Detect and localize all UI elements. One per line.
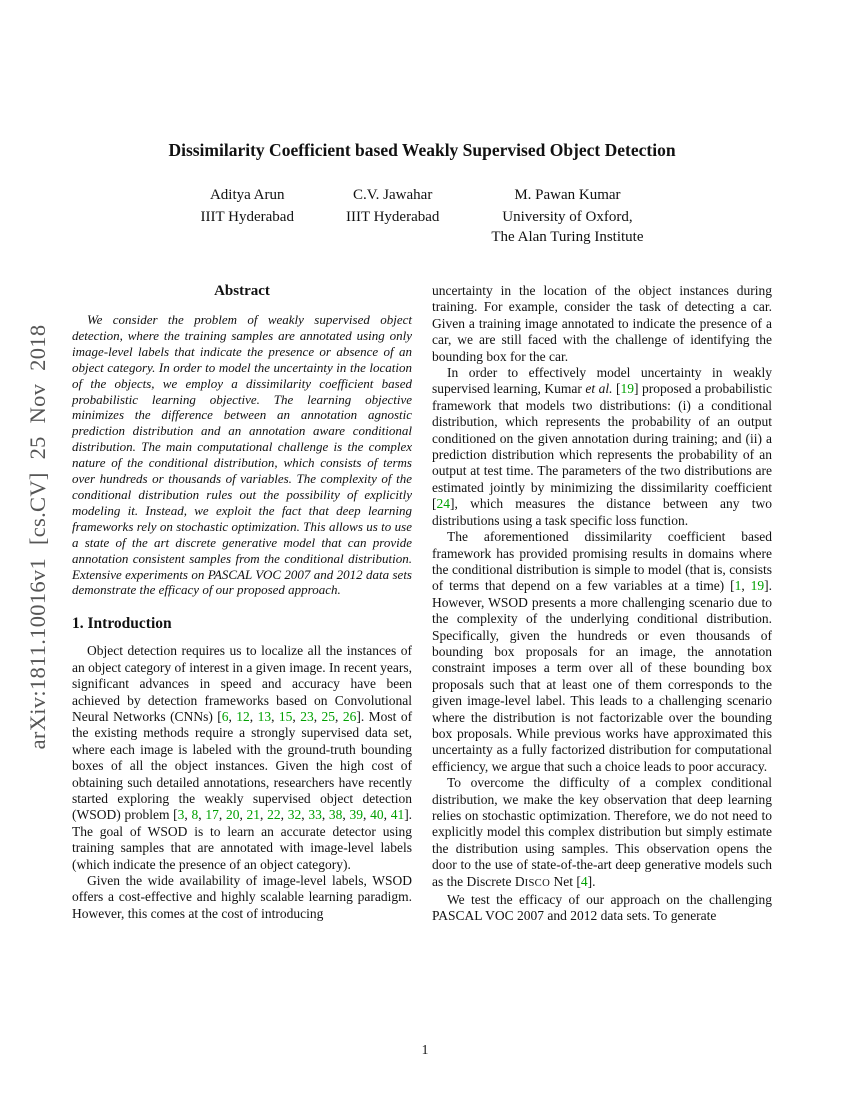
citation-link[interactable]: 13	[257, 708, 272, 724]
citation-link[interactable]: 1	[734, 578, 742, 594]
citation-link[interactable]: 25	[321, 708, 336, 724]
column-left	[72, 283, 412, 925]
citation-link[interactable]: 24	[436, 496, 450, 512]
citation-link[interactable]: 39	[349, 807, 363, 823]
citation-link[interactable]: 6	[221, 708, 229, 724]
citation-link[interactable]: 38	[328, 807, 343, 823]
citation-link[interactable]: 26	[342, 708, 357, 724]
page-number: 1	[421, 1042, 429, 1057]
paragraph: We test the efficacy of our approach on the challenging PASCAL VOC 2007 and 2012 data sets. To generate	[432, 892, 772, 924]
citation-link[interactable]: 22	[267, 807, 281, 823]
paragraph: In order to effectively model uncertainty in weakly supervised learning, Kumar et al. [19] proposed a probabilistic framework that models two distributions: (i) a conditional distribution, which represents the probability of an output conditioned on the given annotation during training; and (ii) a prediction distribution which represents the probability of an output at test time. The parameters of the two distributions are estimated jointly by minimizing the dissimilarity coefficient [24], which measures the distance between any two distributions using a task specific loss function.	[432, 365, 773, 528]
two-column-body	[72, 283, 772, 925]
author-block	[201, 185, 294, 247]
citation-link[interactable]: 20	[225, 807, 240, 823]
citation-link[interactable]: 8	[191, 807, 199, 823]
arxiv-watermark: arXiv:1811.10016v1 [cs.CV] 25 Nov 2018	[25, 324, 50, 750]
citation-link[interactable]: 41	[390, 807, 405, 823]
author-block	[346, 185, 439, 247]
author-affiliation: The Alan Turing Institute	[491, 229, 644, 245]
citation-link[interactable]: 17	[205, 807, 219, 823]
citation-link[interactable]: 12	[236, 708, 250, 724]
citation-link[interactable]: 23	[300, 708, 314, 724]
author-row	[72, 185, 772, 247]
abstract-heading: Abstract	[214, 283, 270, 299]
author-block	[491, 185, 643, 247]
paragraph: To overcome the difficulty of a complex conditional distribution, we make the key observation that deep learning relies on stochastic optimization. Therefore, we do not need to explicitly model this complex distribution but simply estimate the distribution using samples. This observation opens the door to the use of state-of-the-art deep generative models such as the Discrete DISCO Net [4].	[432, 775, 772, 889]
author-affiliation: IIIT Hyderabad	[345, 209, 440, 225]
paragraph: Object detection requires us to localize all the instances of an object category of interest in a given image. In recent years, significant advances in speed and accuracy have been achieved by detection frameworks based on Convolutional Neural Networks (CNNs) [6, 12, 13, 15, 23, 25, 26]. Most of the existing methods require a strongly supervised data set, where each image is labeled with the ground-truth bounding boxes of all the object instances. Given the high cost of obtaining such detailed annotations, researchers have recently started exploring the weakly supervised object detection (WSOD) problem [3, 8, 17, 20, 21, 22, 32, 33, 38, 39, 40, 41]. The goal of WSOD is to learn an accurate detector using training samples that are annotated with image-level labels (which indicate the presence of an object category).	[72, 643, 413, 872]
citation-link[interactable]: 19	[750, 578, 765, 594]
smallcaps-text: ISCO	[524, 877, 551, 889]
author-name: C.V. Jawahar	[353, 187, 433, 203]
citation-link[interactable]: 15	[278, 708, 293, 724]
paragraph: uncertainty in the location of the object instances during training. For example, consider the task of detecting a car. Given a training image annotated to indicate the presence of a car, we are still faced with the challenge of identifying the bounding box for the car.	[432, 283, 772, 364]
section-heading-introduction: 1. Introduction	[72, 615, 172, 633]
column-right	[432, 283, 772, 925]
author-affiliation: University of Oxford,	[502, 209, 633, 225]
abstract-text: We consider the problem of weakly supervised object detection, where the training samples are annotated using only image-level labels that indicate the presence or absence of an object category. In order to model the uncertainty in the location of the objects, we employ a dissimilarity coefficient based probabilistic learning objective. The learning objective minimizes the difference between an annotation agnostic prediction distribution and an annotation aware conditional distribution. The main computational challenge is the complex nature of the conditional distribution, which consists of terms over hundreds or thousands of variables. The complexity of the conditional distribution rules out the possibility of explicitly modeling it. Instead, we exploit the fact that deep learning frameworks rely on stochastic optimization. This allows us to use a state of the art discrete generative model that can provide annotation consistent samples from the conditional distribution. Extensive experiments on PASCAL VOC 2007 and 2012 data sets demonstrate the efficacy of our proposed approach.	[72, 312, 412, 598]
citation-link[interactable]: 33	[308, 807, 322, 823]
citation-link[interactable]: 40	[370, 807, 384, 823]
citation-link[interactable]: 32	[287, 807, 302, 823]
paper-content	[72, 0, 772, 1100]
paragraph: The aforementioned dissimilarity coefficient based framework has provided promising results in domains where the conditional distribution is simple to model (that is, consists of terms that depend on a few variables at a time) [1, 19]. However, WSOD presents a more challenging scenario due to the complexity of the underlying conditional distribution. Specifically, given the hundreds or even thousands of bounding box proposals for an image, the annotation constraint imposes a term over all of these bounding box proposals such that at least one of them corresponds to the given image-level label. This leads to a challenging scenario where the distribution is not factorizable over the bounding box proposals. While previous works have approximated this uncertainty as a fully factorized distribution for computational efficiency, we argue that such a choice leads to poor accuracy.	[432, 529, 772, 774]
citation-link[interactable]: 4	[580, 873, 588, 889]
author-affiliation: IIIT Hyderabad	[200, 209, 294, 225]
paper-title: Dissimilarity Coefficient based Weakly Supervised Object Detection	[168, 140, 676, 160]
paragraph: Given the wide availability of image-level labels, WSOD offers a cost-effective and highly scalable learning paradigm. However, this comes at the cost of introducing	[72, 873, 412, 921]
citation-link[interactable]: 19	[620, 381, 635, 397]
author-name: Aditya Arun	[209, 187, 285, 203]
author-name: M. Pawan Kumar	[514, 187, 621, 203]
citation-link[interactable]: 21	[246, 807, 261, 823]
citation-link[interactable]: 3	[177, 807, 185, 823]
